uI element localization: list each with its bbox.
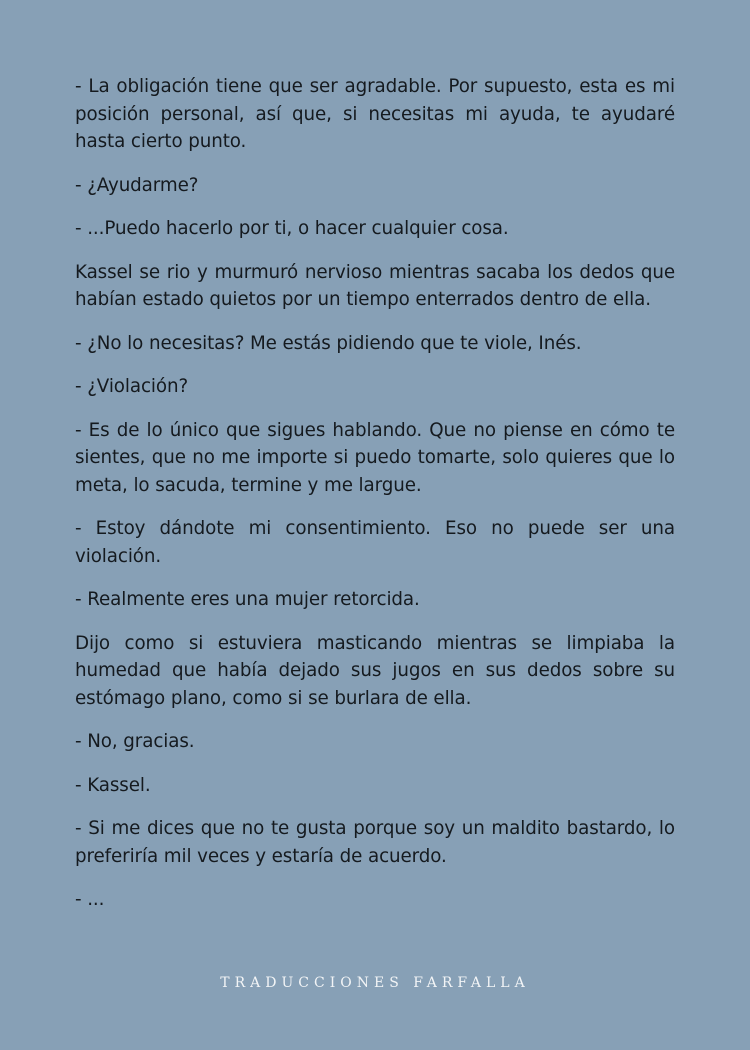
paragraph: - Si me dices que no te gusta porque soy un maldito bastardo, lo preferiría mil veces y estaría de acuerdo.	[75, 818, 675, 867]
paragraph: - Es de lo único que sigues hablando. Que no piense en cómo te sientes, que no me importe si puedo tomarte, solo quieres que lo meta, lo sacuda, termine y me largue.	[75, 419, 675, 496]
paragraph: - No, gracias.	[75, 731, 195, 752]
paragraph: - ¿Ayudarme?	[75, 174, 199, 196]
paragraph: - ...Puedo hacerlo por ti, o hacer cualquier cosa.	[75, 218, 509, 239]
paragraph: Kassel se rio y murmuró nervioso mientras sacaba los dedos que habían estado quietos por un tiempo enterrados dentro de ella.	[75, 261, 675, 310]
paragraph: - ¿No lo necesitas? Me estás pidiendo que te viole, Inés.	[75, 332, 582, 354]
paragraph: - ¿Violación?	[75, 376, 189, 397]
footer-credit: TRADUCCIONES FARFALLA	[220, 975, 530, 991]
paragraph: - ...	[75, 889, 105, 910]
paragraph: - La obligación tiene que ser agradable. Por supuesto, esta es mi posición personal, así que, si necesitas mi ayuda, te ayudaré hasta cierto punto.	[75, 76, 675, 152]
page-body	[75, 73, 675, 930]
paragraph: - Estoy dándote mi consentimiento. Eso no puede ser una violación.	[75, 518, 675, 567]
paragraph: Dijo como si estuviera masticando mientras se limpiaba la humedad que había dejado sus jugos en sus dedos sobre su estómago plano, como si se burlara de ella.	[75, 632, 675, 709]
paragraph: - Realmente eres una mujer retorcida.	[75, 589, 420, 610]
paragraph: - Kassel.	[75, 774, 151, 796]
